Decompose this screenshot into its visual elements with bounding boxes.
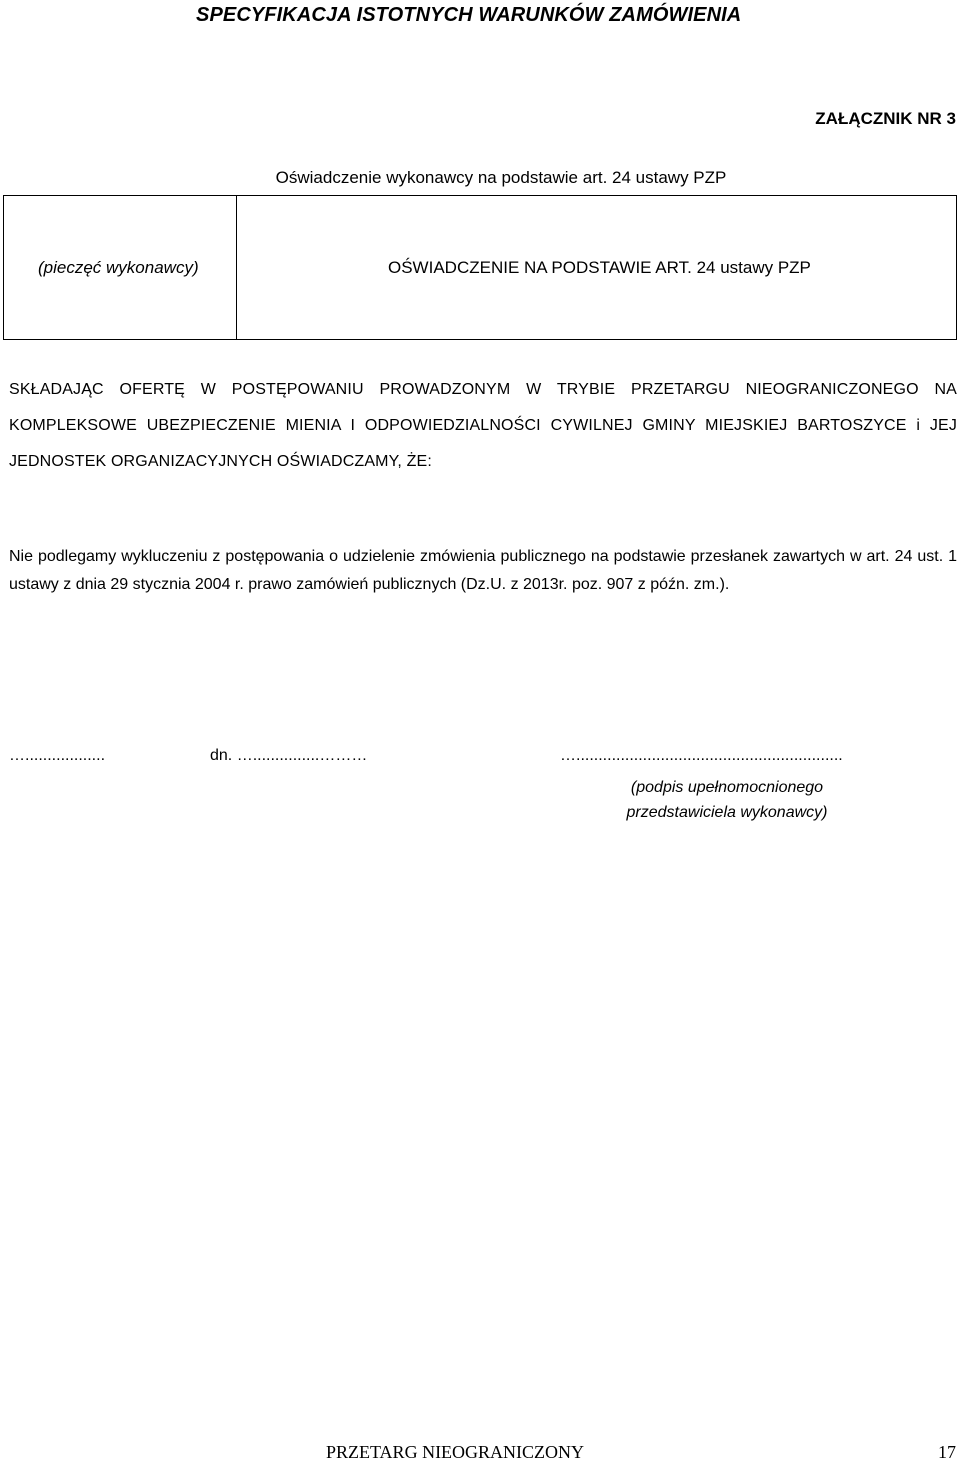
signature-caption <box>572 775 882 825</box>
annex-label: ZAŁĄCZNIK NR 3 <box>815 109 956 128</box>
signature-caption-line-1: (podpis upełnomocnionego <box>630 779 824 796</box>
signature-placeholder: …............................................................ <box>560 747 843 764</box>
box-title: OŚWIADCZENIE NA PODSTAWIE ART. 24 ustawy PZP <box>388 258 811 277</box>
page-number: 17 <box>938 1442 956 1462</box>
stamp-label: (pieczęć wykonawcy) <box>38 258 199 277</box>
declaration-title: Oświadczenie wykonawcy na podstawie art. 24 ustawy PZP <box>275 168 727 187</box>
header-box <box>3 195 957 340</box>
signature-caption-line-2: przedstawiciela wykonawcy) <box>626 804 828 821</box>
statement-paragraph: Nie podlegamy wykluczeniu z postępowania o udzielenie zmówienia publicznego na podstawie przesłanek zawartych w art. 24 ust. 1 ustawy z dnia 29 stycznia 2004 r. prawo zamówień publicznych (Dz.U. z 2013r. poz. 907 z późn. zm.). <box>9 548 957 593</box>
document-header: SPECYFIKACJA ISTOTNYCH WARUNKÓW ZAMÓWIENIA <box>196 4 742 26</box>
intro-paragraph: SKŁADAJĄC OFERTĘ W POSTĘPOWANIU PROWADZONYM W TRYBIE PRZETARGU NIEOGRANICZONEGO NA KOMPLEKSOWE UBEZPIECZENIE MIENIA I ODPOWIEDZIALNOŚCI CYWILNEJ GMINY MIEJSKIEJ BARTOSZYCE i JEJ JEDNOSTEK ORGANIZACYJNYCH OŚWIADCZAMY, ŻE: <box>9 381 957 470</box>
place-placeholder: ….................. <box>9 747 106 764</box>
footer-text: PRZETARG NIEOGRANICZONY <box>326 1442 585 1462</box>
box-divider <box>236 196 237 339</box>
date-placeholder: dn. …...............……… <box>210 747 368 764</box>
